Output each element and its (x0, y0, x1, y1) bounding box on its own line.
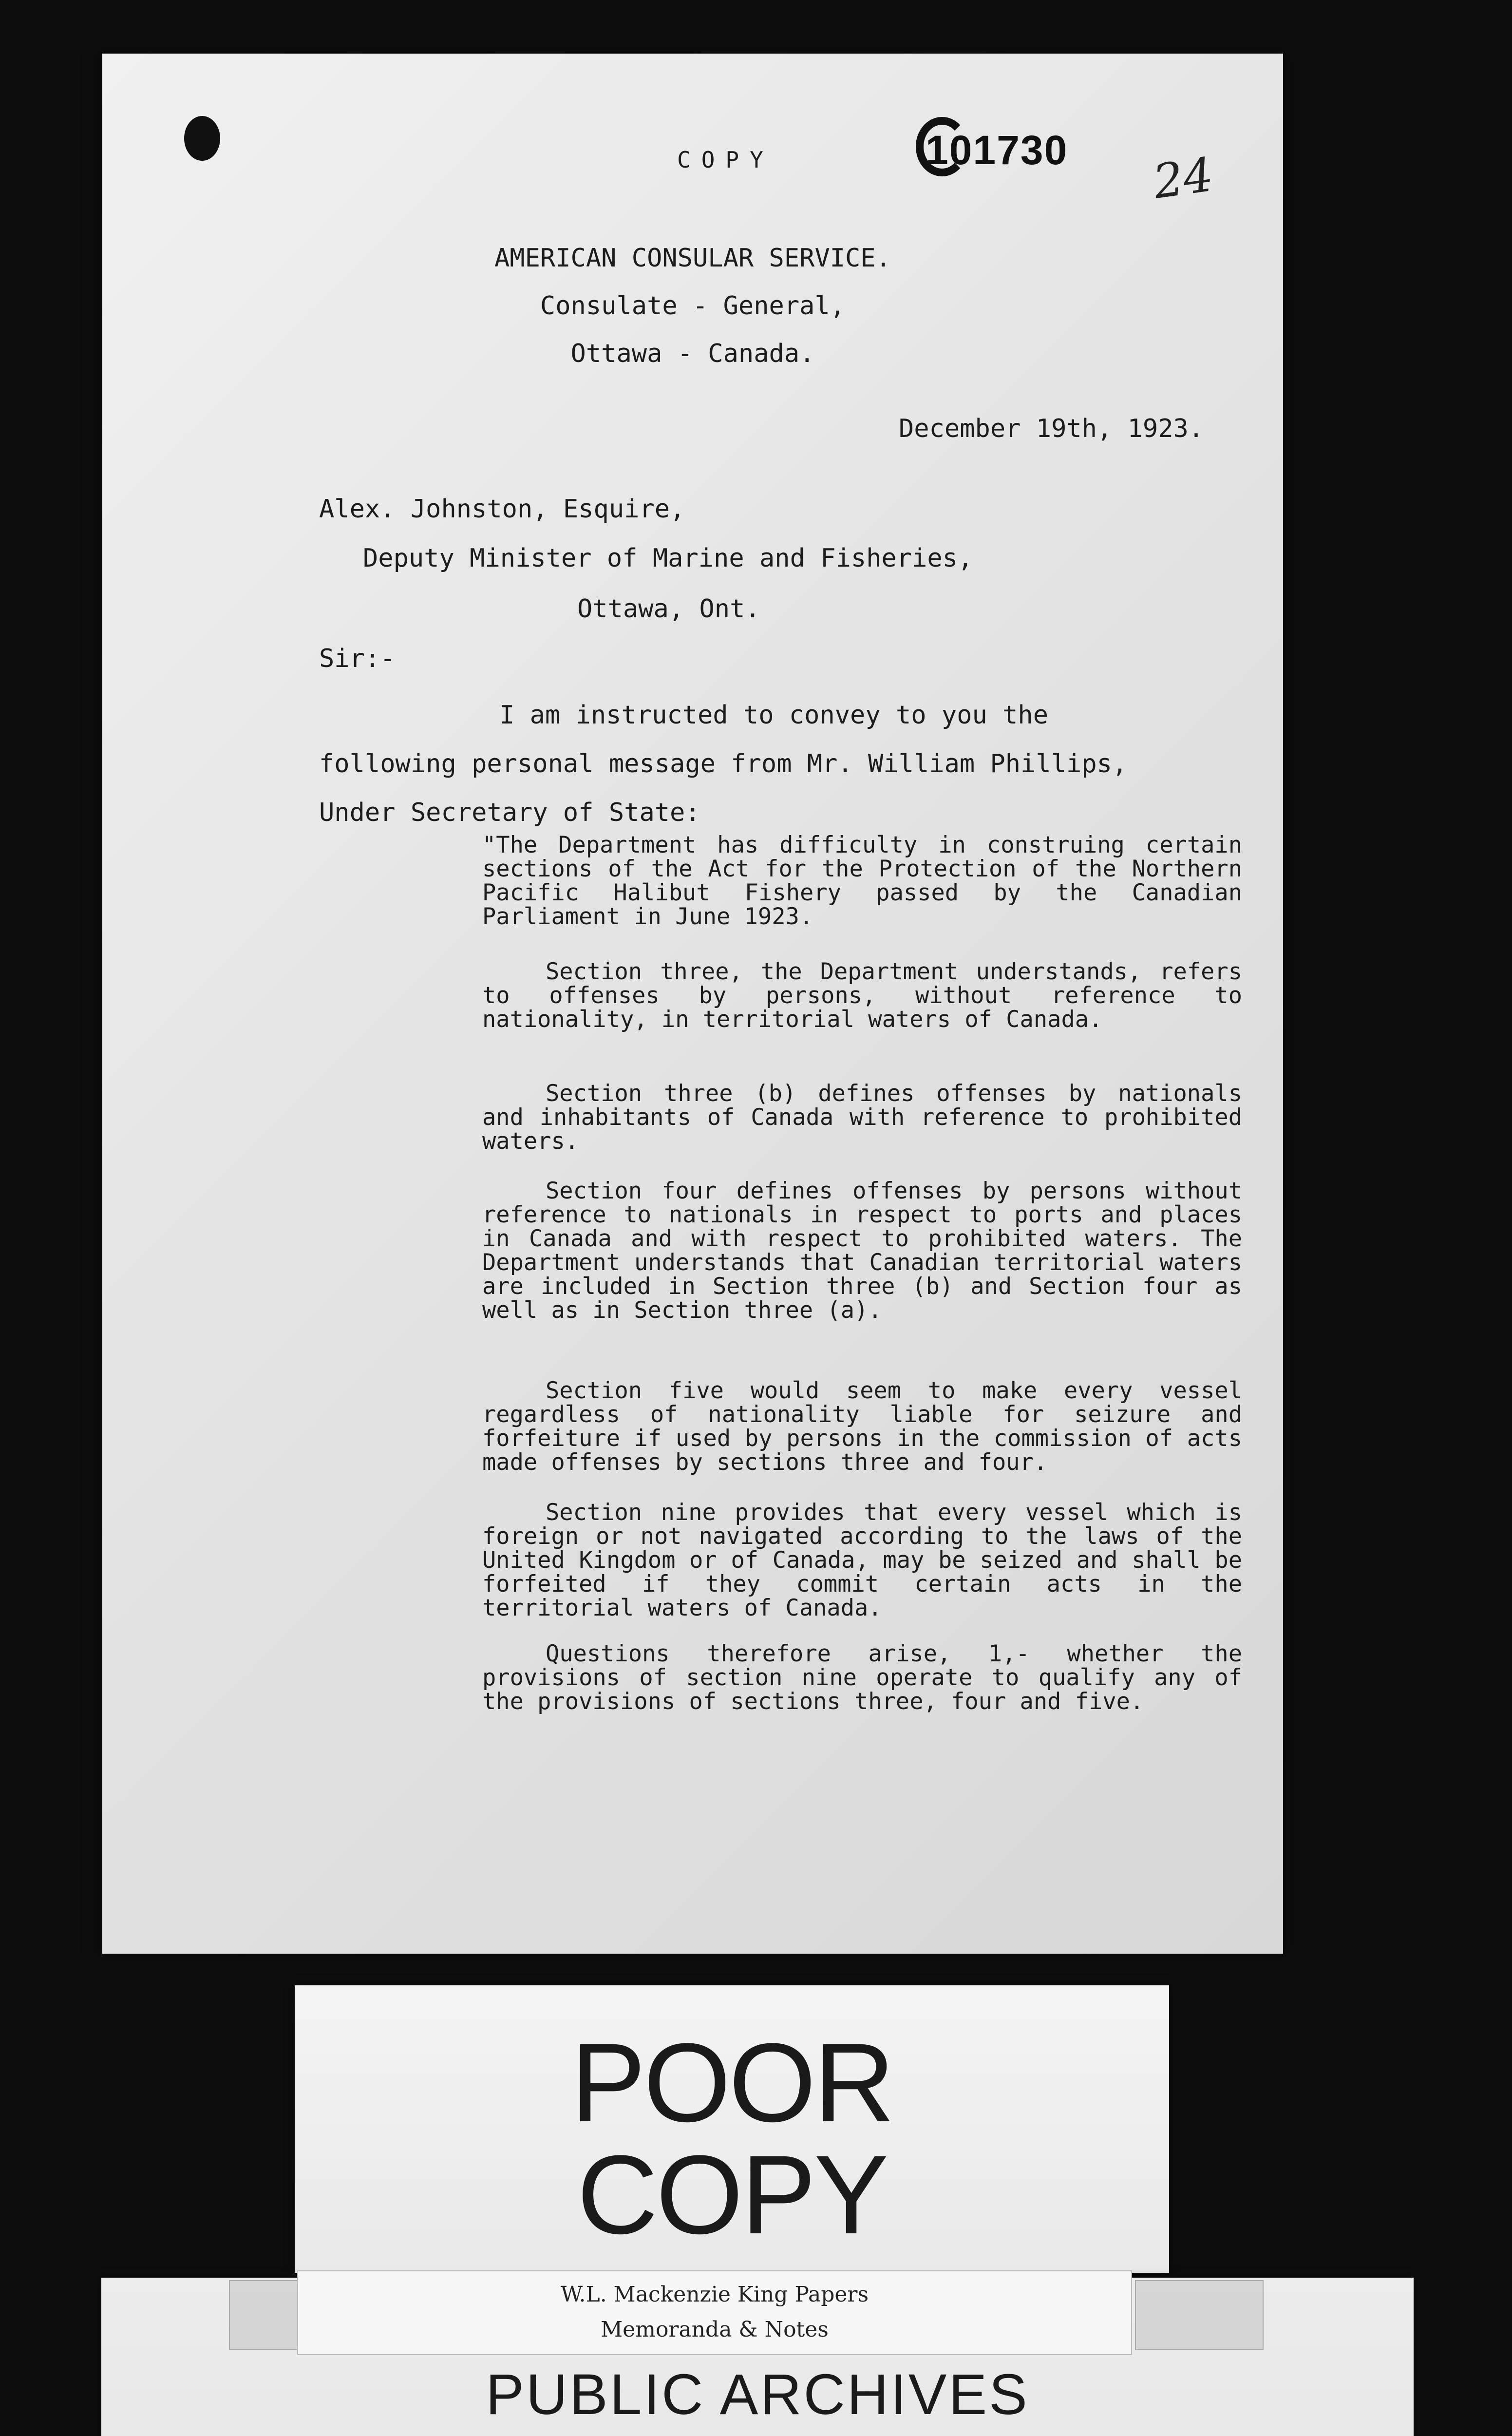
recipient-name: Alex. Johnston, Esquire, (319, 495, 685, 524)
poor-copy-line-2: COPY (577, 2132, 887, 2257)
quote-paragraph-5: Section five would seem to make every vessel regardless of nationality liable for seizure and forfeiture if used by persons in the commission of acts made offenses by sections three and four. (482, 1377, 1242, 1476)
copy-heading: COPY (677, 147, 774, 173)
intro-paragraph: I am instructed to convey to you the following personal message from Mr. William Phillips, Under Secretary of State: (319, 701, 1128, 827)
letterhead-line-2: Consulate - General, (540, 291, 846, 321)
document-page (102, 54, 1283, 1954)
collection-name: W.L. Mackenzie King Papers (560, 2282, 869, 2307)
quote-paragraph-2: Section three, the Department understands, refers to offenses by persons, without reference to nationality, in territorial waters of Canada. (482, 958, 1242, 1033)
recipient-title: Deputy Minister of Marine and Fisheries, (363, 544, 973, 573)
letter-date: December 19th, 1923. (899, 414, 1204, 443)
poor-copy-label (295, 1985, 1169, 2273)
quote-paragraph-4: Section four defines offenses by persons without reference to nationals in respect to ports and places in Canada and with respect to prohibited waters. The Department understands that Canadian territorial waters are included in Section three (b) and Section four as well as in Section three (a). (482, 1178, 1242, 1324)
punch-hole (184, 116, 220, 161)
handwritten-number: 24 (1150, 147, 1217, 209)
letterhead-line-3: Ottawa - Canada. (570, 339, 815, 368)
stamp-number: 101730 (926, 127, 1068, 173)
collection-series: Memoranda & Notes (601, 2317, 829, 2342)
archives-line-1: PUBLIC ARCHIVES (486, 2362, 1029, 2427)
quote-paragraph-6: Section nine provides that every vessel which is foreign or not navigated according to the laws of the United Kingdom or of Canada, may be seized and shall be forfeited if they commit certain acts in the territorial waters of Canada. (482, 1499, 1242, 1621)
quote-paragraph-7: Questions therefore arise, 1,- whether the provisions of section nine operate to qualify any of the provisions of sections three, four and five. (482, 1640, 1242, 1715)
salutation: Sir:- (319, 644, 396, 673)
quote-paragraph-1: "The Department has difficulty in construing certain sections of the Act for the Protection of the Northern Pacific Halibut Fishery passed by the Canadian Parliament in June 1923. (482, 832, 1242, 930)
collection-label (297, 2270, 1132, 2355)
recipient-city: Ottawa, Ont. (577, 594, 760, 624)
tape-strip-right (1135, 2280, 1264, 2350)
letterhead-line-1: AMERICAN CONSULAR SERVICE. (494, 244, 891, 273)
quote-paragraph-3: Section three (b) defines offenses by nationals and inhabitants of Canada with reference to prohibited waters. (482, 1080, 1242, 1155)
archives-line-2 (101, 2431, 1414, 2436)
poor-copy-line-1: POOR (570, 2020, 893, 2145)
